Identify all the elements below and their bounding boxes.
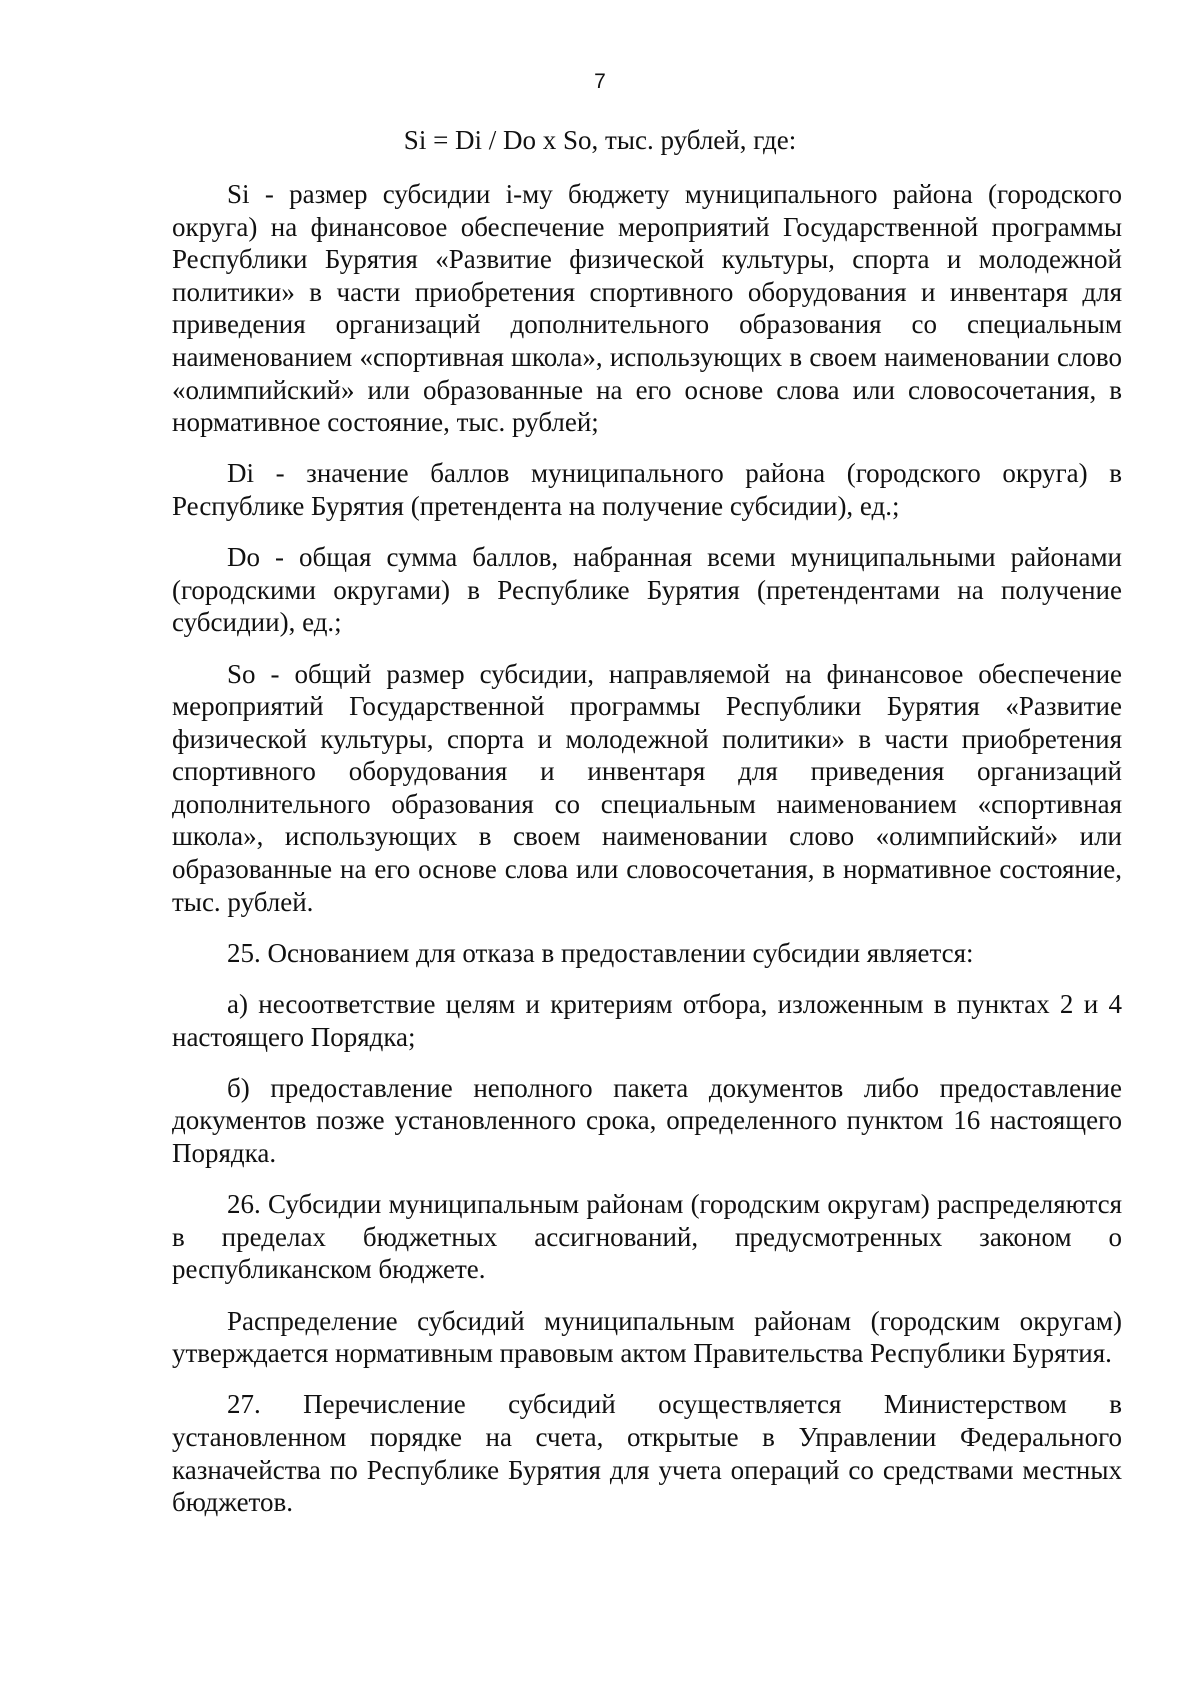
paragraph-di-definition: Di - значение баллов муниципального района (городского округа) в Республике Бурятия (претендента на получение субсидии), ед.;	[172, 458, 1122, 521]
paragraph-distribution: Распределение субсидий муниципальным районам (городским округам) утверждается нормативным правовым актом Правительства Республики Бурятия.	[172, 1305, 1122, 1369]
paragraph-do-definition: Do - общая сумма баллов, набранная всеми муниципальными районами (городскими округами) в Республике Бурятия (претендентами на получение субсидии), ед.;	[172, 542, 1122, 638]
paragraph-clause-25a: а) несоответствие целям и критериям отбора, изложенным в пунктах 2 и 4 настоящего Порядка;	[172, 989, 1122, 1052]
paragraph-clause-27: 27. Перечисление субсидий осуществляется Министерством в установленном порядке на счета, открытые в Управлении Федерального казначейства по Республике Бурятия для учета операций со средствами местных бюджетов.	[172, 1389, 1122, 1518]
paragraph-clause-25: 25. Основанием для отказа в предоставлении субсидии является:	[227, 937, 974, 968]
subsidy-formula: Si = Di / Do x So, тыс. рублей, где:	[403, 125, 797, 155]
paragraph-clause-25b: б) предоставление неполного пакета документов либо предоставление документов позже установленного срока, определенного пунктом 16 настоящего Порядка.	[172, 1072, 1122, 1168]
paragraph-clause-26: 26. Субсидии муниципальным районам (городским округам) распределяются в пределах бюджетных ассигнований, предусмотренных законом о республиканском бюджете.	[172, 1189, 1122, 1285]
document-body	[172, 178, 1122, 1537]
paragraph-si-definition: Si - размер субсидии i-му бюджету муниципального района (городского округа) на финансовое обеспечение мероприятий Государственной программы Республики Бурятия «Развитие физической культуры, спорта и молодежной политики» в части приобретения спортивного оборудования и инвентаря для приведения организаций дополнительного образования со специальным наименованием «спортивная школа», использующих в своем наименовании слово «олимпийский» или образованные на его основе слова или словосочетания, в нормативное состояние, тыс. рублей;	[172, 179, 1122, 438]
paragraph-so-definition: So - общий размер субсидии, направляемой на финансовое обеспечение мероприятий Государственной программы Республики Бурятия «Развитие физической культуры, спорта и молодежной политики» в части приобретения спортивного оборудования и инвентаря для приведения организаций дополнительного образования со специальным наименованием «спортивная школа», использующих в своем наименовании слово «олимпийский» или образованные на его основе слова или словосочетания, в нормативное состояние, тыс. рублей.	[172, 658, 1122, 917]
page-number: 7	[594, 70, 606, 93]
